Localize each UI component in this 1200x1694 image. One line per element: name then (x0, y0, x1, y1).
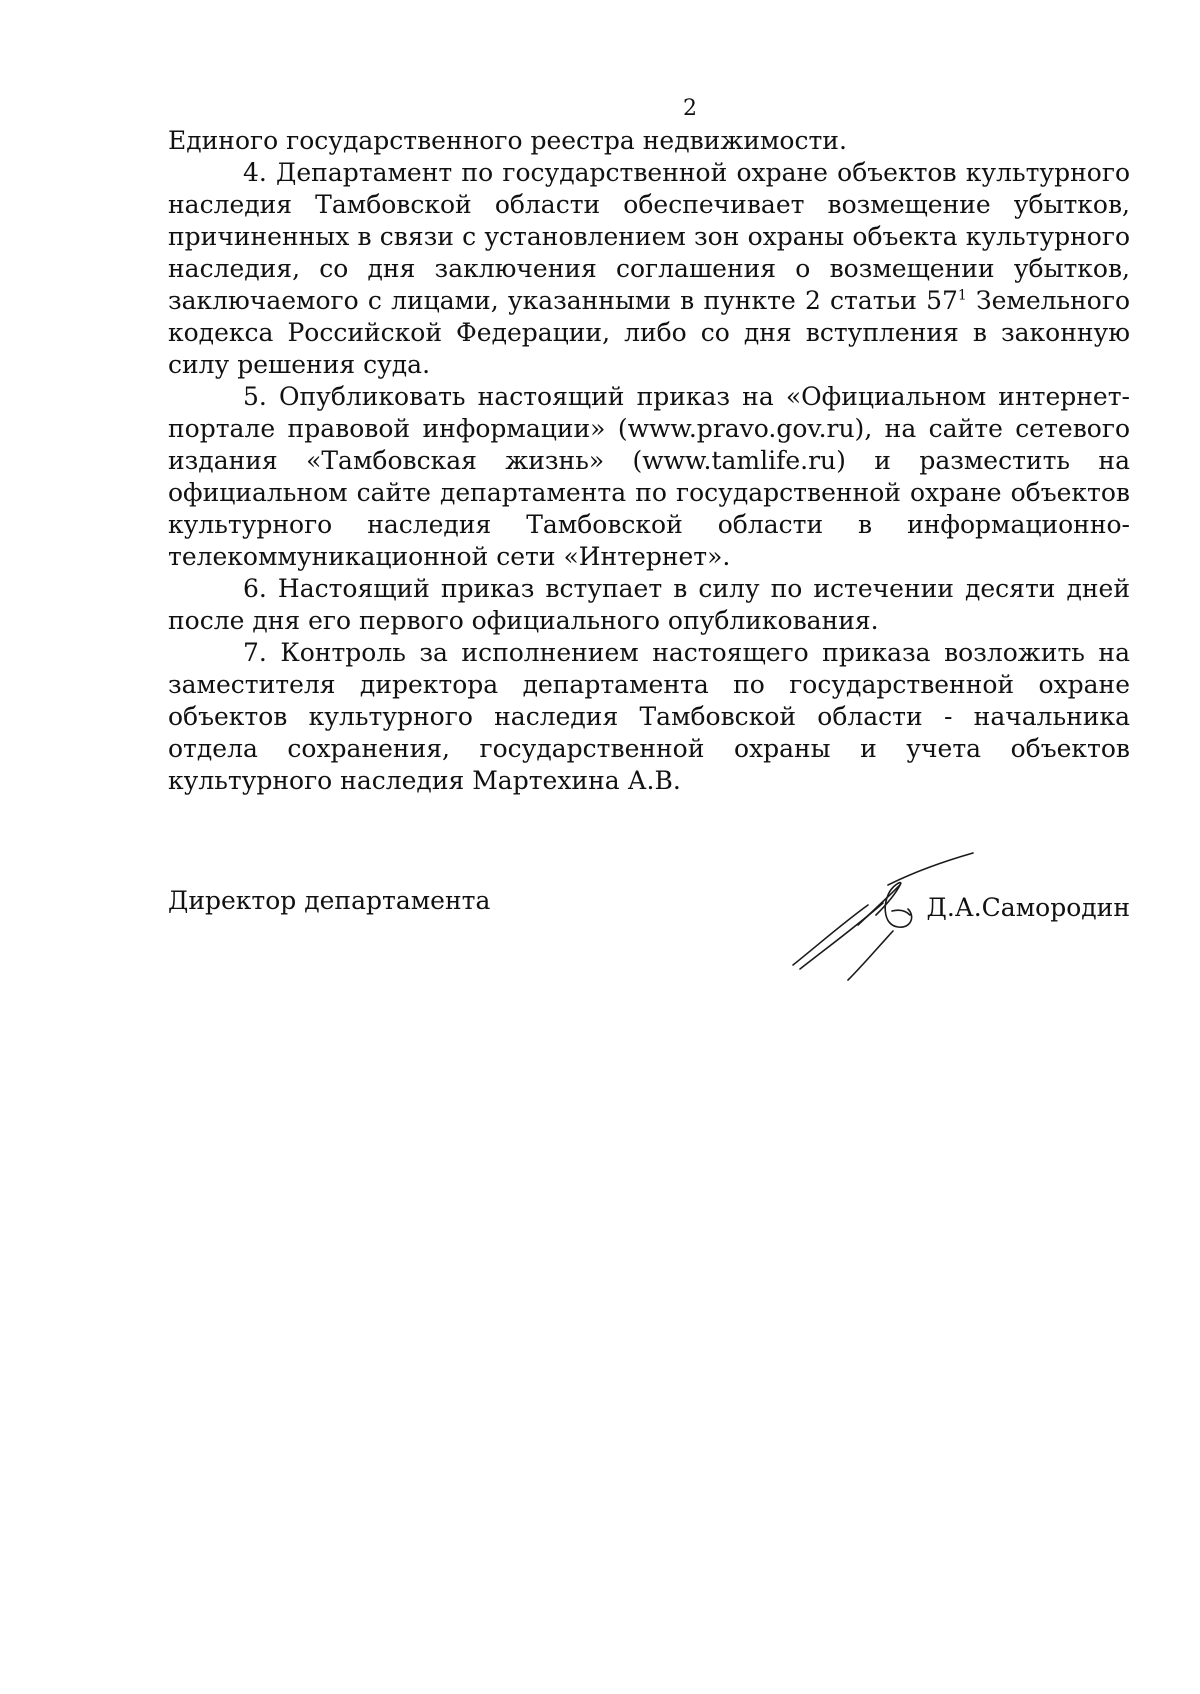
paragraph-5: 5. Опубликовать настоящий приказ на «Официальном интернет-портале правовой информации» (www.pravo.gov.ru), на сайте сетевого издания «Тамбовская жизнь» (www.tamlife.ru) и разместить на официальном сайте департамента по государственной охране объектов культурного наследия Тамбовской области в информационно-телекоммуникационной сети «Интернет». (168, 382, 1130, 571)
superscript-1: 1 (957, 287, 967, 304)
signature-block (168, 870, 1130, 990)
signer-name: Д.А.Самородин (926, 893, 1130, 922)
document-body (168, 125, 1130, 797)
paragraph-3-continuation: Единого государственного реестра недвижимости. (168, 126, 847, 155)
paragraph-6: 6. Настоящий приказ вступает в силу по истечении десяти дней после дня его первого официального опубликования. (168, 574, 1130, 635)
page-number: 2 (683, 96, 697, 121)
paragraph-7: 7. Контроль за исполнением настоящего приказа возложить на заместителя директора департамента по государственной охране объектов культурного наследия Тамбовской области - начальника отдела сохранения, государственной охраны и учета объектов культурного наследия Мартехина А.В. (168, 638, 1130, 795)
paragraph-4: 4. Департамент по государственной охране объектов культурного наследия Тамбовской области обеспечивает возмещение убытков, причиненных в связи с установлением зон охраны объекта культурного наследия, со дня заключения соглашения о возмещении убытков, заключаемого с лицами, указанными в пункте 2 статьи $57^1$ Земельного кодекса Российской Федерации, либо со дня вступления в законную силу решения суда. (168, 158, 1130, 379)
signer-position: Директор департамента (168, 886, 491, 915)
